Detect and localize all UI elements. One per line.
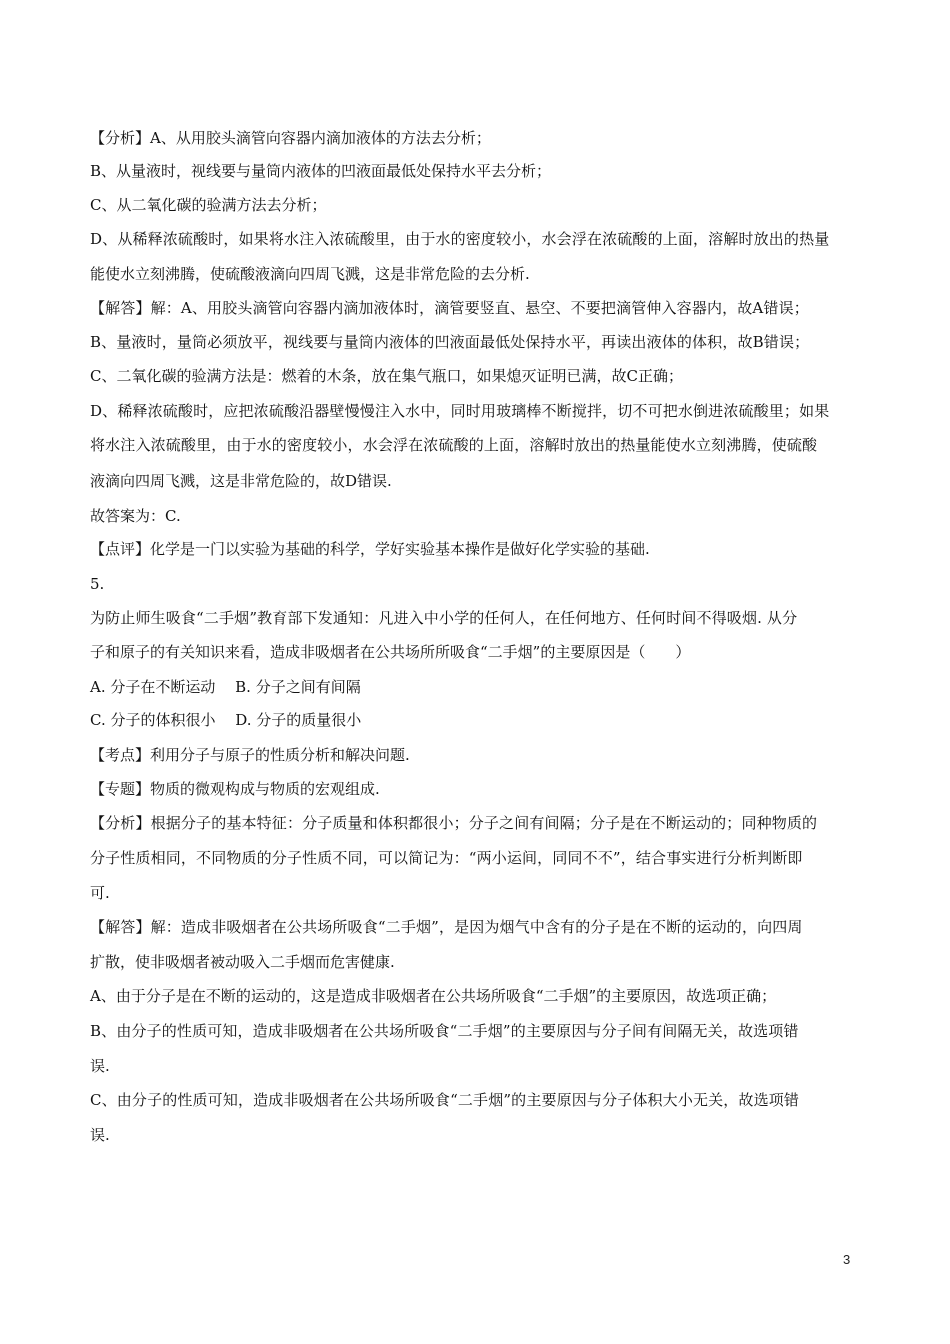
- q5-number: 5.: [90, 575, 105, 593]
- q4-answer-line-6: 液滴向四周飞溅，这是非常危险的，故D错误.: [90, 472, 392, 490]
- q4-comment: 【点评】化学是一门以实验为基础的科学，学好实验基本操作是做好化学实验的基础.: [90, 540, 650, 558]
- q4-analysis-line-4: D、从稀释浓硫酸时，如果将水注入浓硫酸里，由于水的密度较小，水会浮在浓硫酸的上面，溶解时放出的热量: [90, 230, 830, 248]
- q4-answer-line-3: C、二氧化碳的验满方法是：燃着的木条，放在集气瓶口，如果熄灭证明已满，故C正确；: [90, 367, 683, 385]
- q4-answer-line-2: B、量液时，量筒必须放平，视线要与量筒内液体的凹液面最低处保持水平，再读出液体的体积，故B错误；: [90, 333, 810, 351]
- q5-answer-line-5: 误.: [90, 1057, 110, 1075]
- q4-analysis-line-5: 能使水立刻沸腾，使硫酸液滴向四周飞溅，这是非常危险的去分析.: [90, 265, 530, 283]
- q4-analysis-line-3: C、从二氧化碳的验满方法去分析；: [90, 196, 327, 214]
- q5-stem-line-2: 子和原子的有关知识来看，造成非吸烟者在公共场所所吸食“二手烟”的主要原因是（ ）: [90, 643, 691, 661]
- q4-answer-line-4: D、稀释浓硫酸时，应把浓硫酸沿器壁慢慢注入水中，同时用玻璃棒不断搅拌，切不可把水倒进浓硫酸里；如果: [90, 402, 830, 420]
- q5-zhuanti: 【专题】物质的微观构成与物质的宏观组成.: [90, 780, 380, 798]
- q4-answer-line-1: 【解答】解：A、用胶头滴管向容器内滴加液体时，滴管要竖直、悬空、不要把滴管伸入容器内，故A错误；: [90, 299, 809, 317]
- q5-stem-line-1: 为防止师生吸食“二手烟”教育部下发通知：凡进入中小学的任何人，在任何地方、任何时间不得吸烟. 从分: [90, 609, 798, 627]
- q5-options-line-2: C. 分子的体积很小 D. 分子的质量很小: [90, 711, 362, 729]
- q5-analysis-line-2: 分子性质相同，不同物质的分子性质不同，可以简记为：“两小运间，同同不不”，结合事实进行分析判断即: [90, 849, 803, 867]
- q5-answer-line-7: 误.: [90, 1126, 110, 1144]
- q5-answer-line-4: B、由分子的性质可知，造成非吸烟者在公共场所吸食“二手烟”的主要原因与分子间有间隔无关，故选项错: [90, 1022, 799, 1040]
- page-number: 3: [843, 1252, 851, 1267]
- q5-kaodian: 【考点】利用分子与原子的性质分析和解决问题.: [90, 746, 410, 764]
- q4-answer-line-5: 将水注入浓硫酸里，由于水的密度较小，水会浮在浓硫酸的上面，溶解时放出的热量能使水立刻沸腾，使硫酸: [90, 436, 818, 454]
- q5-answer-line-1: 【解答】解：造成非吸烟者在公共场所吸食“二手烟”，是因为烟气中含有的分子是在不断的运动的，向四周: [90, 918, 803, 936]
- q4-final-answer: 故答案为：C.: [90, 507, 181, 525]
- q5-analysis-line-1: 【分析】根据分子的基本特征：分子质量和体积都很小；分子之间有间隔；分子是在不断运动的；同种物质的: [90, 814, 818, 832]
- q4-analysis-line-2: B、从量液时，视线要与量筒内液体的凹液面最低处保持水平去分析；: [90, 162, 552, 180]
- q5-answer-line-6: C、由分子的性质可知，造成非吸烟者在公共场所吸食“二手烟”的主要原因与分子体积大小无关，故选项错: [90, 1091, 800, 1109]
- q4-analysis-line-1: 【分析】A、从用胶头滴管向容器内滴加液体的方法去分析；: [90, 129, 491, 147]
- q5-answer-line-3: A、由于分子是在不断的运动的，这是造成非吸烟者在公共场所吸食“二手烟”的主要原因，故选项正确；: [90, 987, 777, 1005]
- q5-options-line-1: A. 分子在不断运动 B. 分子之间有间隔: [90, 678, 361, 696]
- q5-answer-line-2: 扩散，使非吸烟者被动吸入二手烟而危害健康.: [90, 953, 395, 971]
- q5-analysis-line-3: 可.: [90, 884, 110, 902]
